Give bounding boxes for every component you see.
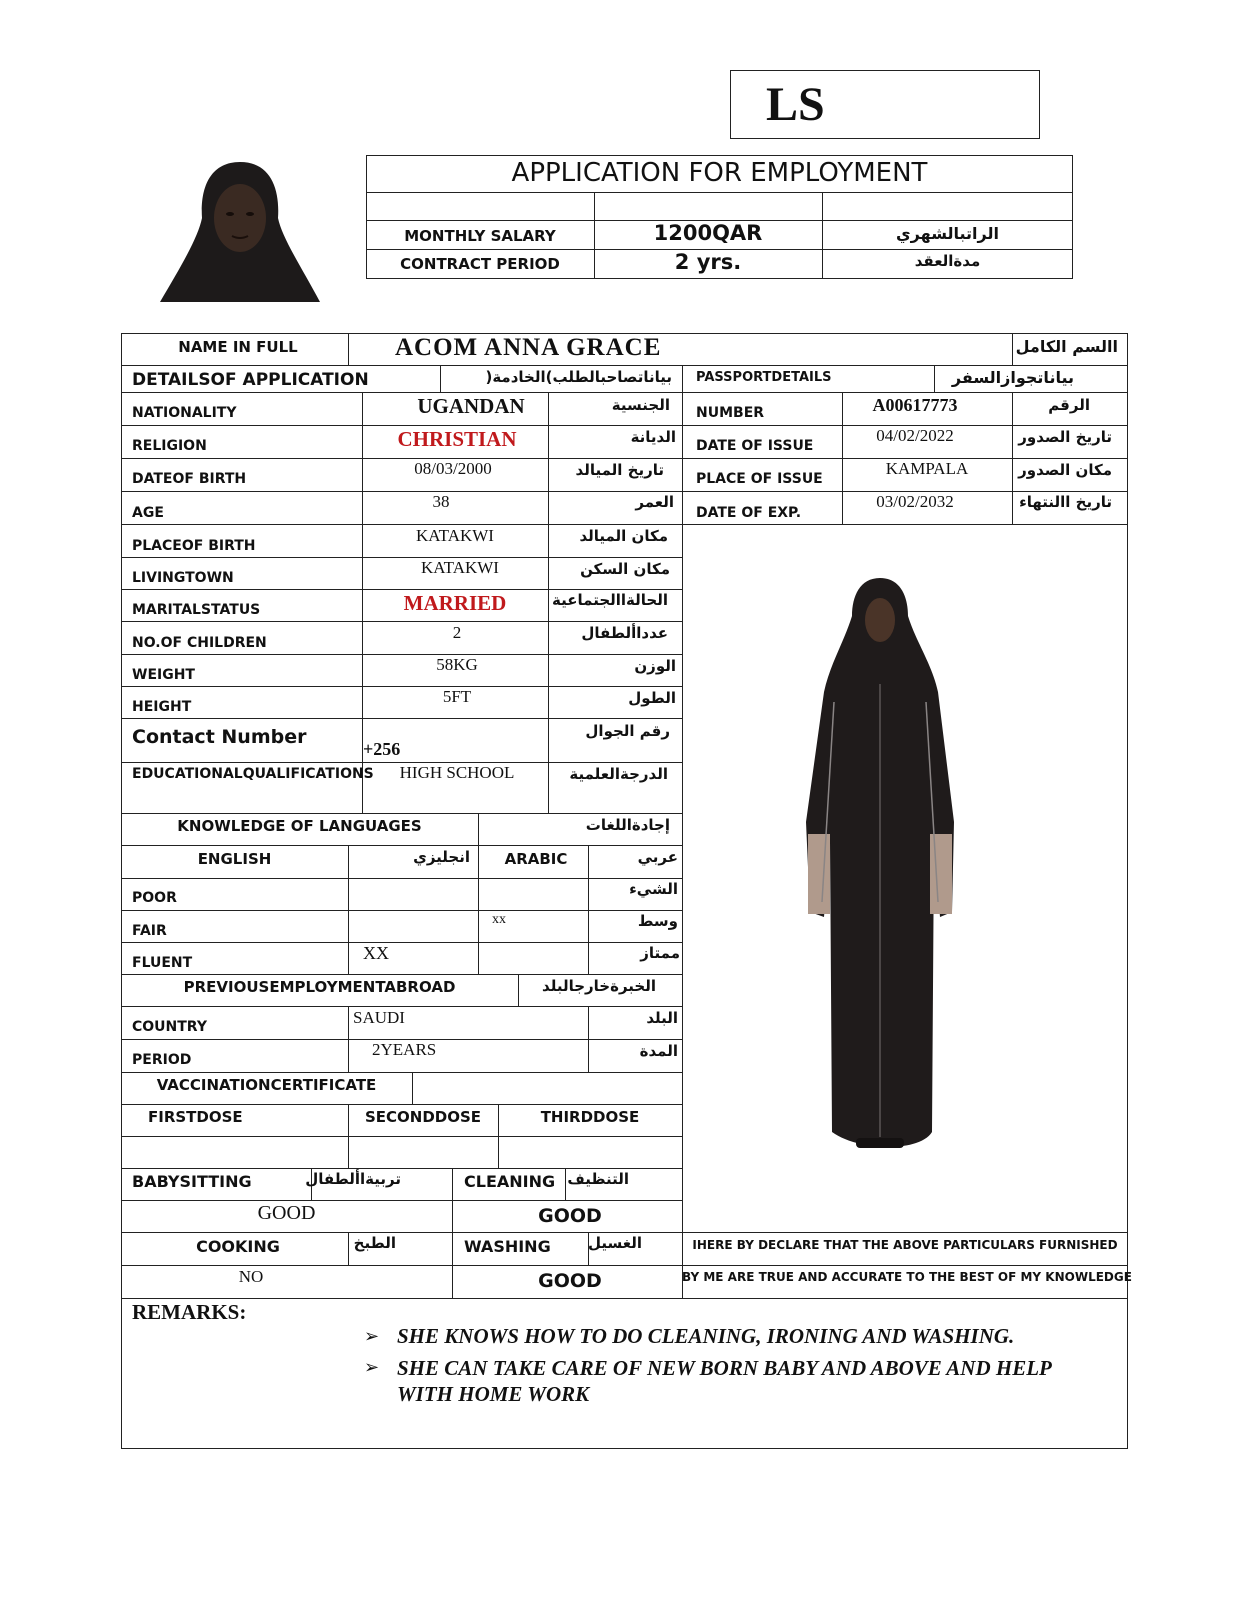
marital-status-label: MARITALSTATUS (132, 602, 261, 618)
issue-date-ar: تاريخ الصدور (1018, 428, 1112, 446)
third-dose-label: THIRDDOSE (540, 1108, 640, 1126)
children-label: NO.OF CHILDREN (132, 635, 267, 651)
period-value: 2YEARS (372, 1040, 437, 1059)
fluent-label: FLUENT (132, 955, 193, 971)
fair-arabic: xx (492, 912, 506, 927)
contract-label: CONTRACT PERIOD (400, 255, 560, 273)
poor-ar: الشيء (629, 880, 678, 898)
cleaning-ar: التنظيف (567, 1170, 629, 1188)
education-ar: الدرجةالعلمية (569, 765, 668, 783)
babysitting-ar: تربيةاألطفال (305, 1170, 401, 1188)
reference-code-box (730, 70, 1040, 139)
weight-value: 58KG (436, 655, 478, 674)
age-label: AGE (132, 505, 164, 521)
weight-label: WEIGHT (132, 667, 195, 683)
children-value: 2 (452, 623, 462, 642)
contact-ar: رقم الجوال (585, 722, 670, 740)
period-ar: المدة (639, 1042, 678, 1060)
babysitting-label: BABYSITTING (132, 1172, 252, 1191)
declaration-line-2: BY ME ARE TRUE AND ACCURATE TO THE BEST OF MY KNOWLEDGE (682, 1270, 1132, 1284)
washing-value: GOOD (538, 1270, 602, 1292)
issue-place-label: PLACE OF ISSUE (696, 471, 823, 487)
salary-value: 1200QAR (653, 221, 763, 245)
languages-title-ar: إجادةاللغات (585, 816, 670, 834)
english-label: ENGLISH (197, 850, 272, 868)
previous-title: PREVIOUSEMPLOYMENTABROAD (183, 978, 456, 996)
country-value: SAUDI (353, 1008, 405, 1027)
fluent-english: XX (363, 943, 389, 963)
cleaning-value: GOOD (538, 1205, 602, 1227)
height-value: 5FT (442, 687, 472, 706)
details-title: DETAILSOF APPLICATION (132, 370, 369, 390)
remark-bullet-1: ➢ (364, 1326, 380, 1347)
issue-place-value: KAMPALA (885, 459, 969, 478)
contact-label: Contact Number (132, 726, 307, 748)
fluent-ar: ممتاز (640, 944, 680, 962)
salary-label: MONTHLY SALARY (404, 227, 556, 245)
weight-ar: الوزن (634, 657, 676, 675)
issue-date-label: DATE OF ISSUE (696, 438, 814, 454)
contact-value: +256 (363, 739, 401, 759)
religion-value: CHRISTIAN (397, 427, 517, 451)
dob-ar: تاريخ الميالد (575, 461, 664, 479)
remarks-label: REMARKS: (132, 1300, 247, 1324)
expiry-date-value: 03/02/2032 (876, 492, 954, 511)
remark-bullet-2: ➢ (364, 1357, 380, 1378)
country-ar: البلد (646, 1009, 678, 1027)
religion-label: RELIGION (132, 438, 207, 454)
children-ar: عدداألطفال (581, 624, 668, 642)
first-dose-label: FIRSTDOSE (148, 1108, 243, 1126)
details-title-ar: بياناتصاحبالطلب)الخادمة( (485, 368, 672, 386)
name-value: ACOM ANNA GRACE (395, 334, 662, 361)
nationality-value: UGANDAN (417, 394, 525, 418)
washing-ar: الغسيل (587, 1234, 642, 1252)
period-label: PERIOD (132, 1052, 192, 1068)
name-label: NAME IN FULL (178, 338, 298, 356)
contract-label-ar: مدةالعقد (914, 252, 981, 270)
issue-place-ar: مكان الصدور (1018, 461, 1112, 479)
living-town-ar: مكان السكن (580, 560, 670, 578)
fair-ar: وسط (637, 912, 678, 930)
nationality-ar: الجنسية (611, 396, 670, 414)
babysitting-value: GOOD (257, 1202, 316, 1224)
height-label: HEIGHT (132, 699, 192, 715)
form-title: APPLICATION FOR EMPLOYMENT (511, 158, 928, 188)
country-label: COUNTRY (132, 1019, 207, 1035)
contract-value: 2 yrs. (674, 250, 742, 274)
full-body-photo (800, 572, 960, 1162)
reference-code: LS (766, 78, 825, 131)
remark-item-1: SHE KNOWS HOW TO DO CLEANING, IRONING AND WASHING. (397, 1324, 1015, 1348)
english-label-ar: انجليزي (413, 848, 470, 866)
previous-title-ar: الخبرةخارجالبلد (542, 977, 656, 995)
arabic-label-ar: عربي (637, 848, 678, 866)
marital-status-ar: الحالةاالجتماعية (552, 591, 668, 609)
passport-title-ar: بياناتجوازالسفر (951, 368, 1074, 387)
nationality-label: NATIONALITY (132, 405, 237, 421)
cleaning-label: CLEANING (464, 1172, 556, 1191)
expiry-date-label: DATE OF EXP. (696, 505, 802, 521)
washing-label: WASHING (464, 1237, 551, 1256)
cooking-ar: الطبخ (353, 1234, 396, 1252)
marital-status-value: MARRIED (403, 591, 507, 615)
passport-number-value: A00617773 (872, 395, 958, 415)
height-ar: الطول (628, 689, 676, 707)
languages-title: KNOWLEDGE OF LANGUAGES (177, 817, 422, 835)
portrait-photo (158, 158, 322, 302)
fair-label: FAIR (132, 923, 167, 939)
declaration-line-1: IHERE BY DECLARE THAT THE ABOVE PARTICULARS FURNISHED (692, 1238, 1118, 1252)
age-ar: العمر (635, 493, 674, 511)
passport-number-ar: الرقم (1048, 396, 1090, 414)
place-of-birth-value: KATAKWI (416, 526, 494, 545)
vaccination-title: VACCINATIONCERTIFICATE (156, 1076, 377, 1094)
second-dose-label: SECONDDOSE (364, 1108, 482, 1126)
living-town-label: LIVINGTOWN (132, 570, 234, 586)
expiry-date-ar: تاريخ االنتهاء (1019, 493, 1112, 511)
dob-value: 08/03/2000 (414, 459, 492, 478)
name-label-ar: االسم الكامل (1015, 337, 1118, 356)
dob-label: DATEOF BIRTH (132, 471, 247, 487)
place-of-birth-label: PLACEOF BIRTH (132, 538, 256, 554)
education-value: HIGH SCHOOL (399, 763, 515, 782)
poor-label: POOR (132, 890, 177, 906)
cooking-label: COOKING (196, 1237, 280, 1256)
arabic-label: ARABIC (504, 850, 568, 868)
salary-label-ar: الراتبالشهري (896, 224, 999, 243)
education-label: EDUCATIONALQUALIFICATIONS (132, 766, 374, 782)
remark-item-2: SHE CAN TAKE CARE OF NEW BORN BABY AND ABOVE AND HELP WITH HOME WORK (397, 1356, 1052, 1406)
place-of-birth-ar: مكان الميالد (579, 527, 668, 545)
cooking-value: NO (238, 1267, 264, 1286)
issue-date-value: 04/02/2022 (876, 426, 954, 445)
living-town-value: KATAKWI (421, 558, 499, 577)
passport-number-label: NUMBER (696, 405, 765, 421)
religion-ar: الديانة (630, 428, 676, 446)
age-value: 38 (432, 492, 450, 511)
passport-title: PASSPORTDETAILS (696, 370, 832, 385)
